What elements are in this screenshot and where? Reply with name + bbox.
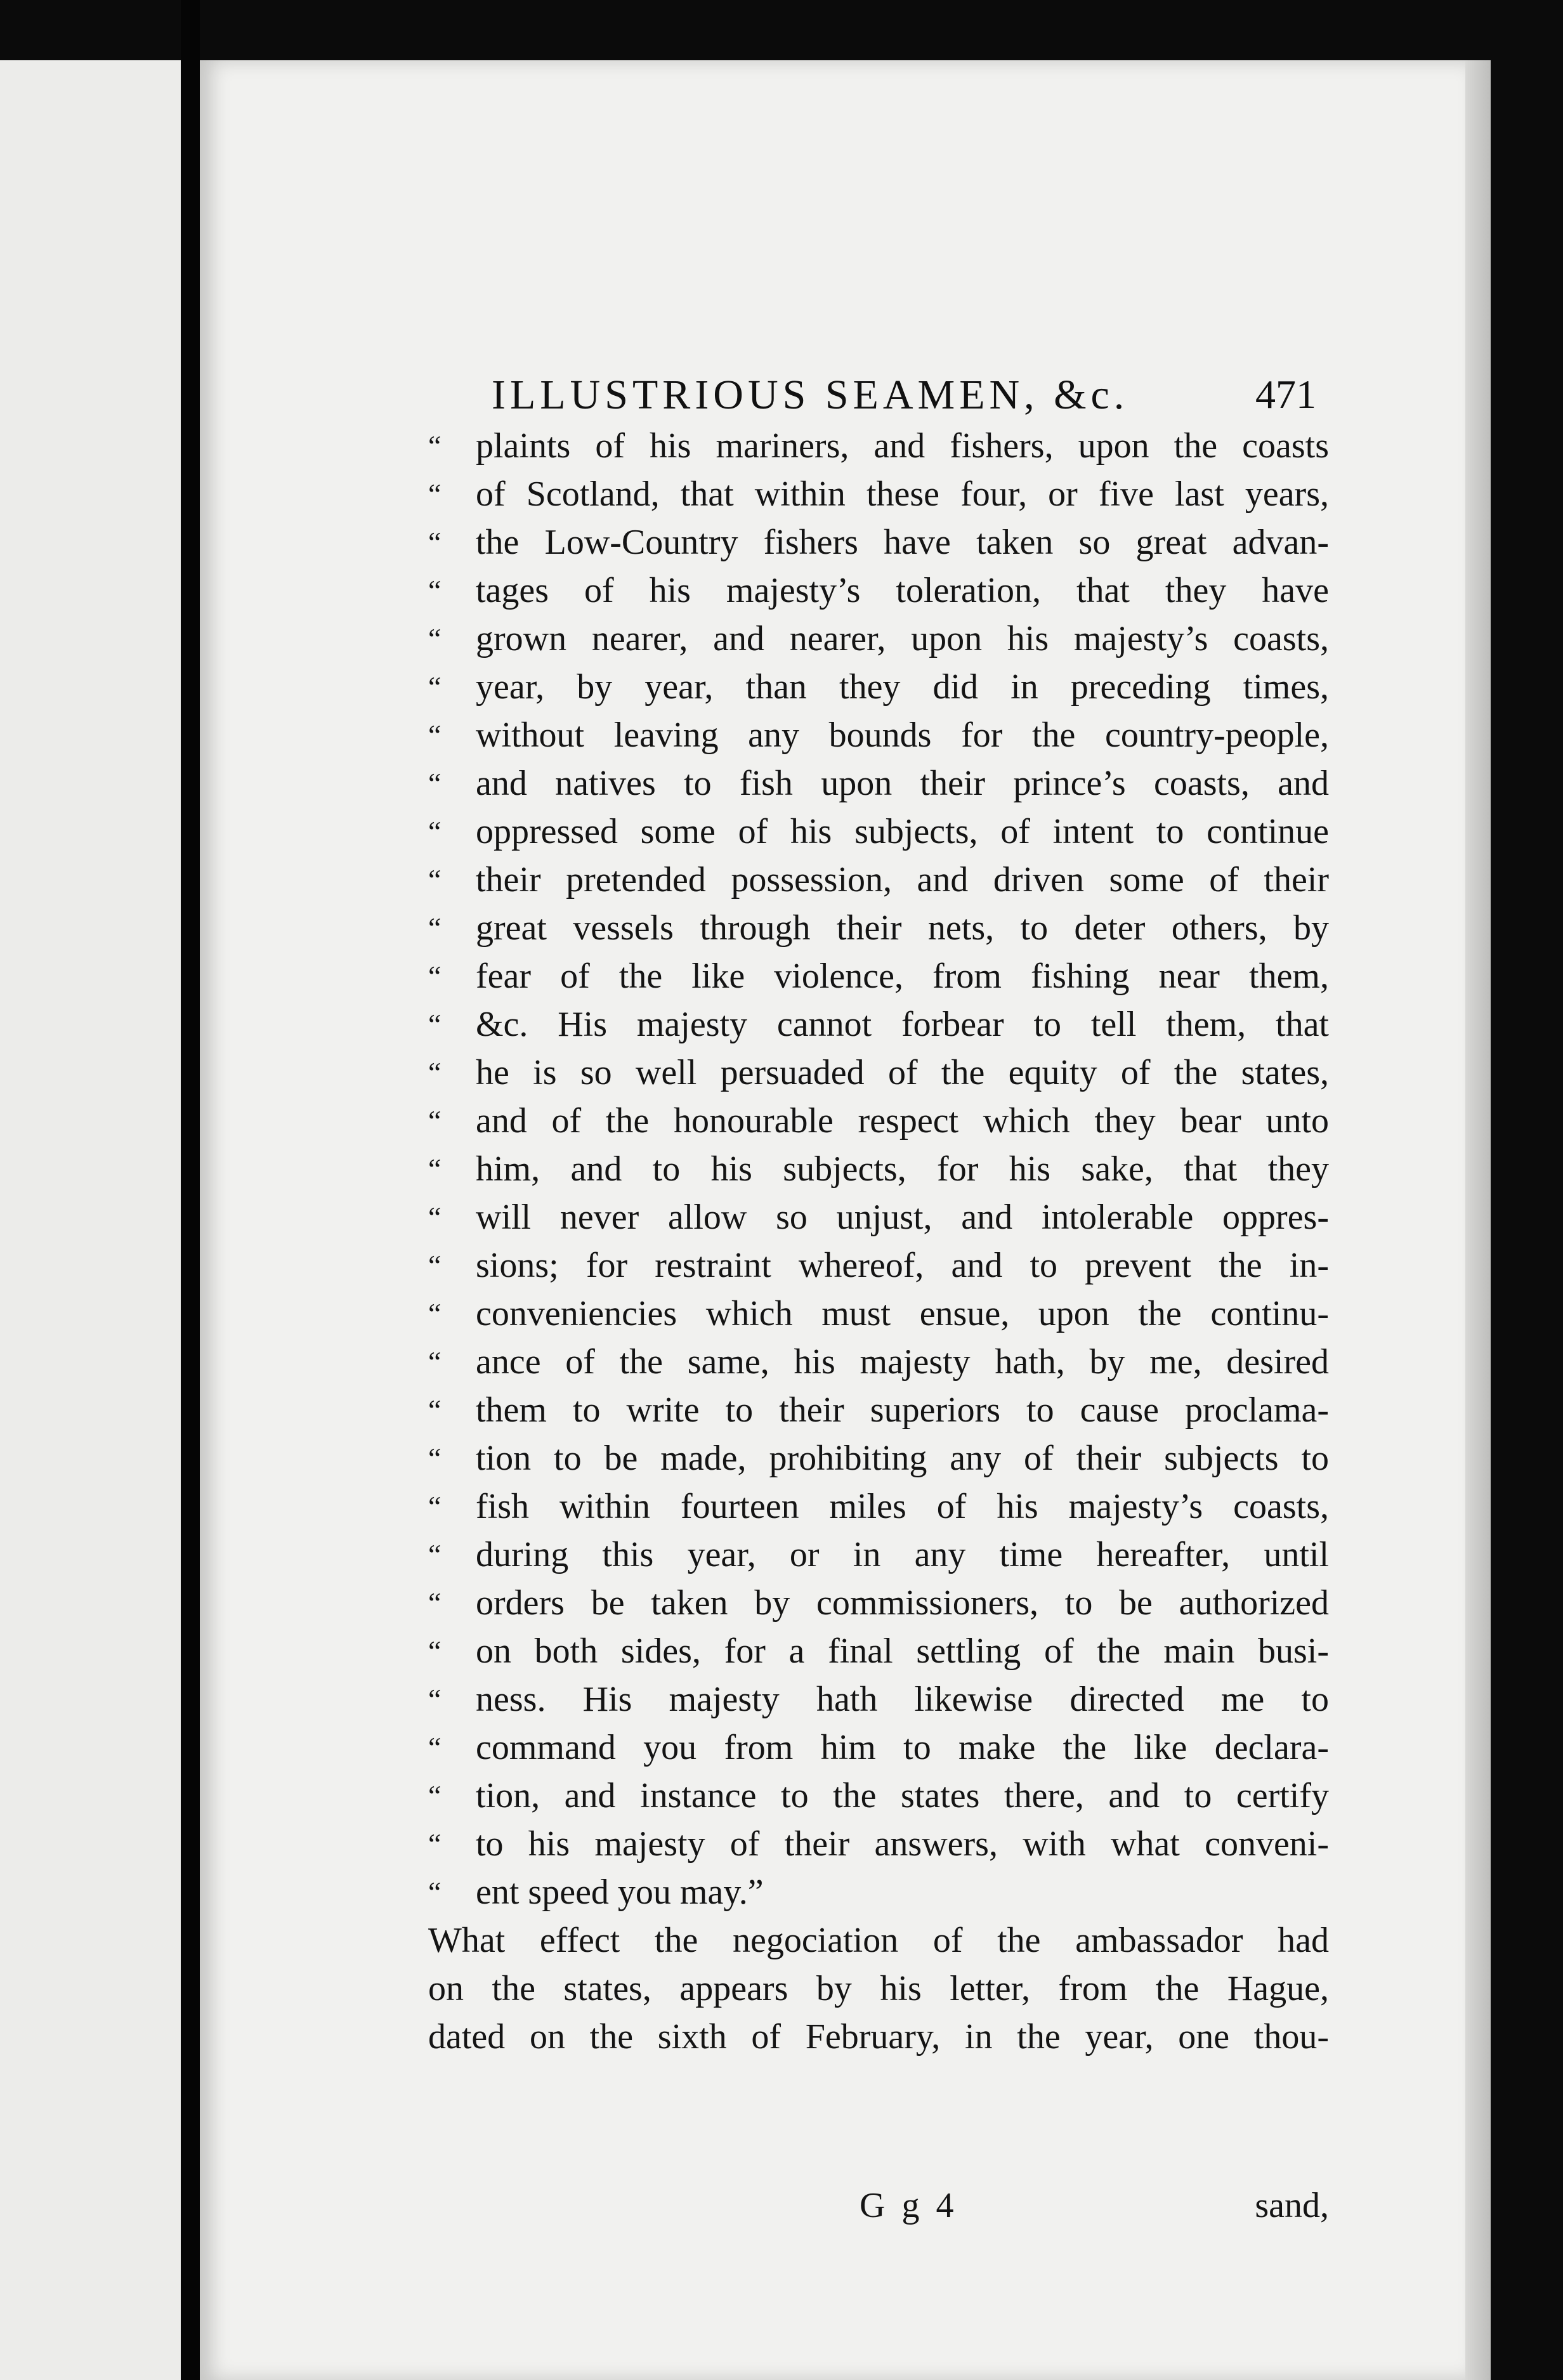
quote-mark: “ xyxy=(428,1249,441,1281)
quoted-line xyxy=(428,904,1329,952)
line-text: of Scotland, that within these four, or five last years, xyxy=(476,474,1329,514)
quote-mark: “ xyxy=(428,1828,441,1860)
page-edge xyxy=(1465,60,1491,2380)
quote-mark: “ xyxy=(428,1876,441,1908)
quoted-line xyxy=(428,1675,1329,1723)
line-text: grown nearer, and nearer, upon his majesty’s coasts, xyxy=(476,619,1329,658)
quote-mark: “ xyxy=(428,1683,441,1715)
page-number: 471 xyxy=(1255,372,1316,417)
line-text: command you from him to make the like declara- xyxy=(476,1728,1329,1767)
quoted-line xyxy=(428,1000,1329,1049)
quote-mark: “ xyxy=(428,1201,441,1233)
line-text: the Low-Country fishers have taken so great advan- xyxy=(476,523,1329,562)
quoted-line xyxy=(428,1386,1329,1434)
facing-page xyxy=(0,60,181,2380)
quote-mark: “ xyxy=(428,1056,441,1089)
quoted-line xyxy=(428,1338,1329,1386)
body-text xyxy=(428,422,1329,2061)
quote-mark: “ xyxy=(428,1635,441,1667)
quoted-line xyxy=(428,663,1329,711)
quoted-line xyxy=(428,566,1329,615)
line-text: them to write to their superiors to cause proclama- xyxy=(476,1390,1329,1430)
quoted-line xyxy=(428,1627,1329,1675)
line-text: What effect the negociation of the ambassador had xyxy=(428,1921,1329,1960)
quote-mark: “ xyxy=(428,1442,441,1474)
quote-mark: “ xyxy=(428,1104,441,1137)
line-text: tion, and instance to the states there, and to certify xyxy=(476,1776,1329,1815)
line-text: tion to be made, prohibiting any of their subjects to xyxy=(476,1439,1329,1478)
quoted-line xyxy=(428,856,1329,904)
quote-mark: “ xyxy=(428,1394,441,1426)
line-text: during this year, or in any time hereafter, until xyxy=(476,1535,1329,1574)
quoted-line xyxy=(428,1482,1329,1531)
quoted-line xyxy=(428,422,1329,470)
quoted-line xyxy=(428,711,1329,759)
quote-mark: “ xyxy=(428,1345,441,1378)
line-text: on the states, appears by his letter, from the Hague, xyxy=(428,1969,1329,2008)
line-text: him, and to his subjects, for his sake, that they xyxy=(476,1149,1329,1189)
quoted-line xyxy=(428,1772,1329,1820)
quote-mark: “ xyxy=(428,574,441,606)
page-footer xyxy=(428,2185,1329,2236)
quoted-line xyxy=(428,1241,1329,1290)
signature-mark: G g 4 xyxy=(860,2186,958,2225)
line-text: great vessels through their nets, to deter others, by xyxy=(476,908,1329,948)
quoted-line xyxy=(428,1145,1329,1193)
paragraph-line xyxy=(428,1916,1329,1965)
quote-mark: “ xyxy=(428,1586,441,1619)
quoted-line xyxy=(428,1097,1329,1145)
running-head: ILLUSTRIOUS SEAMEN, &c. xyxy=(492,372,1129,418)
quote-mark: “ xyxy=(428,960,441,992)
quoted-line xyxy=(428,1193,1329,1241)
quoted-line xyxy=(428,808,1329,856)
line-text: oppressed some of his subjects, of intent to continue xyxy=(476,812,1329,851)
quote-mark: “ xyxy=(428,1779,441,1812)
quote-mark: “ xyxy=(428,1538,441,1571)
quoted-line xyxy=(428,1290,1329,1338)
quote-mark: “ xyxy=(428,478,441,510)
quote-mark: “ xyxy=(428,815,441,847)
quote-mark: “ xyxy=(428,1008,441,1040)
line-text: plaints of his mariners, and fishers, upon the coasts xyxy=(476,426,1329,466)
line-text: and of the honourable respect which they bear unto xyxy=(476,1101,1329,1141)
line-text: sions; for restraint whereof, and to prevent the in- xyxy=(476,1246,1329,1285)
line-text: year, by year, than they did in preceding times, xyxy=(476,667,1329,707)
book-gutter xyxy=(181,0,200,2380)
paragraph-line xyxy=(428,2013,1329,2061)
catchword: sand, xyxy=(1255,2186,1329,2225)
paragraph-line xyxy=(428,1965,1329,2013)
quote-mark: “ xyxy=(428,622,441,655)
quoted-line xyxy=(428,1723,1329,1772)
quoted-line xyxy=(428,952,1329,1000)
line-text: tages of his majesty’s toleration, that they have xyxy=(476,571,1329,610)
quote-mark: “ xyxy=(428,767,441,799)
quoted-line xyxy=(428,615,1329,663)
quote-mark: “ xyxy=(428,429,441,462)
quote-mark: “ xyxy=(428,1297,441,1330)
line-text: on both sides, for a final settling of the main busi- xyxy=(476,1631,1329,1671)
quote-mark: “ xyxy=(428,1731,441,1763)
line-text: fear of the like violence, from fishing near them, xyxy=(476,957,1329,996)
quote-mark: “ xyxy=(428,912,441,944)
quoted-line xyxy=(428,759,1329,808)
quote-mark: “ xyxy=(428,1153,441,1185)
quoted-line xyxy=(428,470,1329,518)
quoted-line xyxy=(428,1868,1329,1916)
quote-mark: “ xyxy=(428,526,441,558)
line-text: to his majesty of their answers, with what conveni- xyxy=(476,1824,1329,1864)
line-text: ness. His majesty hath likewise directed me to xyxy=(476,1680,1329,1719)
quoted-line xyxy=(428,1531,1329,1579)
page-header xyxy=(492,371,1316,422)
line-text: fish within fourteen miles of his majesty’s coasts, xyxy=(476,1487,1329,1526)
quoted-line xyxy=(428,1820,1329,1868)
line-text: he is so well persuaded of the equity of the states, xyxy=(476,1053,1329,1092)
quoted-line xyxy=(428,1579,1329,1627)
line-text: &c. His majesty cannot forbear to tell them, that xyxy=(476,1005,1329,1044)
quoted-line xyxy=(428,1049,1329,1097)
quoted-line xyxy=(428,518,1329,566)
quote-mark: “ xyxy=(428,863,441,896)
line-text: orders be taken by commissioners, to be authorized xyxy=(476,1583,1329,1623)
quoted-line xyxy=(428,1434,1329,1482)
quote-mark: “ xyxy=(428,719,441,751)
quote-mark: “ xyxy=(428,1490,441,1522)
line-text: will never allow so unjust, and intolerable oppres- xyxy=(476,1198,1329,1237)
quote-mark: “ xyxy=(428,670,441,703)
line-text: their pretended possession, and driven some of their xyxy=(476,860,1329,899)
line-text: dated on the sixth of February, in the year, one thou- xyxy=(428,2017,1329,2056)
line-text: ent speed you may.” xyxy=(476,1873,764,1912)
line-text: and natives to fish upon their prince’s coasts, and xyxy=(476,764,1329,803)
line-text: without leaving any bounds for the country-people, xyxy=(476,716,1329,755)
line-text: ance of the same, his majesty hath, by me, desired xyxy=(476,1342,1329,1382)
line-text: conveniencies which must ensue, upon the continu- xyxy=(476,1294,1329,1333)
